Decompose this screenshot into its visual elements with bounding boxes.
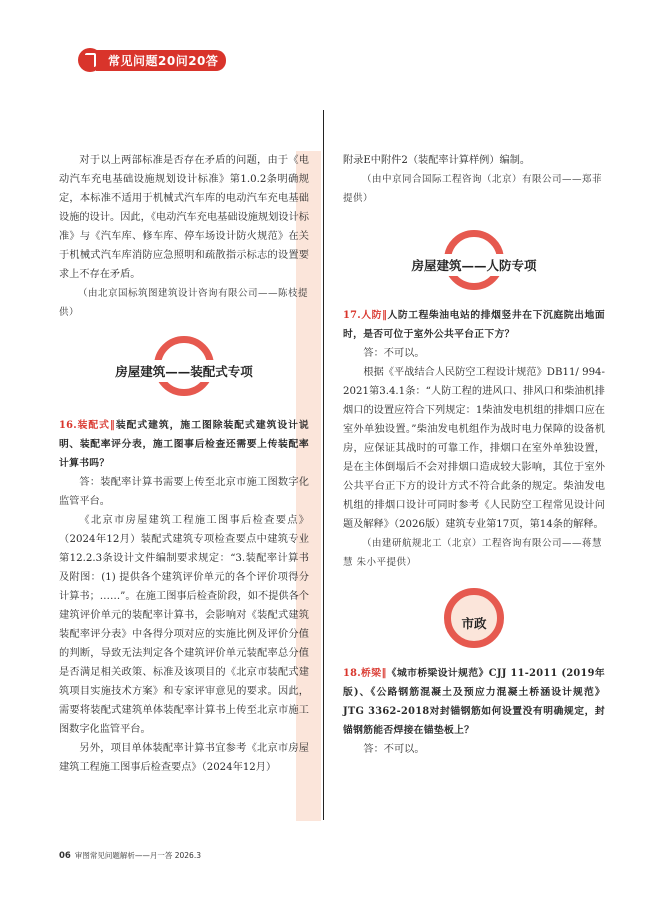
page-number: 06 [59,851,71,861]
document-icon [78,48,102,72]
source-credit: （由建研航规北工（北京）工程咨询有限公司——蒋慧慧 朱小平提供） [343,538,603,568]
section-heading-prefab [59,336,309,406]
answer: 答：不可以。 [363,744,425,755]
question-17 [343,306,605,344]
paragraph: 根据《平战结合人民防空工程设计规范》DB11/ 994-2021第3.4.1条：“人防工程的进风口、排风口和柴油机排烟口的设置应符合下列规定：1柴油发电机组的排烟口应在室外单独设置。”柴油发电机组作为战时电力保障的设备机房，应保证其战时的可靠工作，排烟口在室外单独设置，是在主体倒塌后不会对排烟口造成较大影响，其位于室外公共平台正下方的设计方式不符合此条的规定。柴油发电机组的排烟口设计可同时参考《人民防空工程常见设计问题及解释》（2026版）建筑专业第17页，第14条的解释。 [343,367,605,530]
source-credit: （由中京同合国际工程咨询（北京）有限公司——郑菲提供） [343,174,603,204]
paragraph: 对于以上两部标准是否存在矛盾的问题，由于《电动汽车充电基础设施规划设计标准》第1.0.2条明确规定，本标准不适用于机械式汽车库的电动汽车充电基础设施的设计。因此，《电动汽车充电基础设施规划设计标准》与《汽车库、修车库、停车场设计防火规范》在关于机械式汽车库消防应急照明和疏散指示标志的设置要求上不存在矛盾。 [59,155,309,280]
answer: 答：装配率计算书需要上传至北京市施工图数字化监管平台。 [59,477,309,507]
paragraph: 《北京市房屋建筑工程施工图事后检查要点》（2024年12月）装配式建筑专项检查要点中建筑专业第12.2.3条设计文件编制要求规定：“3.装配率计算书及附图：(1) 提供各个建筑评价单元的各个评价项得分计算书；……”。在施工图事后检查阶段，如不提供各个建筑评价单元的装配率计算书，会影响对《装配式建筑装配率评分表》中各得分项对应的实施比例及评价分值的判断，导致无法判定各个建筑评价单元装配率总分值是否满足相关政策、标准及该项目的《北京市装配式建筑项目实施技术方案》和专家评审意见的要求。因此，需要将装配式建筑单体装配率计算书上传至北京市施工图数字化监管平台。 [59,515,309,735]
answer: 答：不可以。 [363,348,425,359]
column-header-tag [78,48,226,72]
left-column [59,151,309,777]
section-heading-civil-defense [343,230,605,300]
section-title: 市政 [461,616,487,631]
section-title: 房屋建筑——装配式专项 [111,360,257,382]
question-number: 16.装配式‖ [59,420,116,431]
question-number: 18.桥梁‖ [343,668,387,679]
question-number: 17.人防‖ [343,310,388,321]
right-column [343,151,605,759]
question-16 [59,416,309,473]
section-heading-municipal [343,588,605,658]
paragraph: 附录E中附件2（装配率计算样例）编制。 [343,155,531,166]
page-footer [59,850,201,861]
question-text: 人防工程柴油电站的排烟竖井在下沉庭院出地面时，是否可位于室外公共平台正下方？ [343,310,605,340]
question-text: 《城市桥梁设计规范》CJJ 11-2011 (2019年版)、《公路钢筋混凝土及预应力混凝土桥涵设计规范》JTG 3362-2018对封锚钢筋如何设置没有明确规定，封锚钢筋能否焊接在锚垫板上？ [343,668,605,736]
paragraph: 另外，项目单体装配率计算书宜参考《北京市房屋建筑工程施工图事后检查要点》（2024年12月） [59,743,309,773]
question-text: 装配式建筑，施工图除装配式建筑设计说明、装配率评分表，施工图事后检查还需要上传装配率计算书吗？ [59,420,310,469]
question-18 [343,664,605,740]
source-credit: （由北京国标筑图建筑设计咨询有限公司——陈枝提供） [59,288,309,318]
column-divider [323,110,324,820]
footer-text: 审图常见问题解析——月一答 2026.3 [74,851,201,860]
section-title: 房屋建筑——人防专项 [407,254,540,276]
column-header-label: 常见问题20问20答 [96,50,226,71]
